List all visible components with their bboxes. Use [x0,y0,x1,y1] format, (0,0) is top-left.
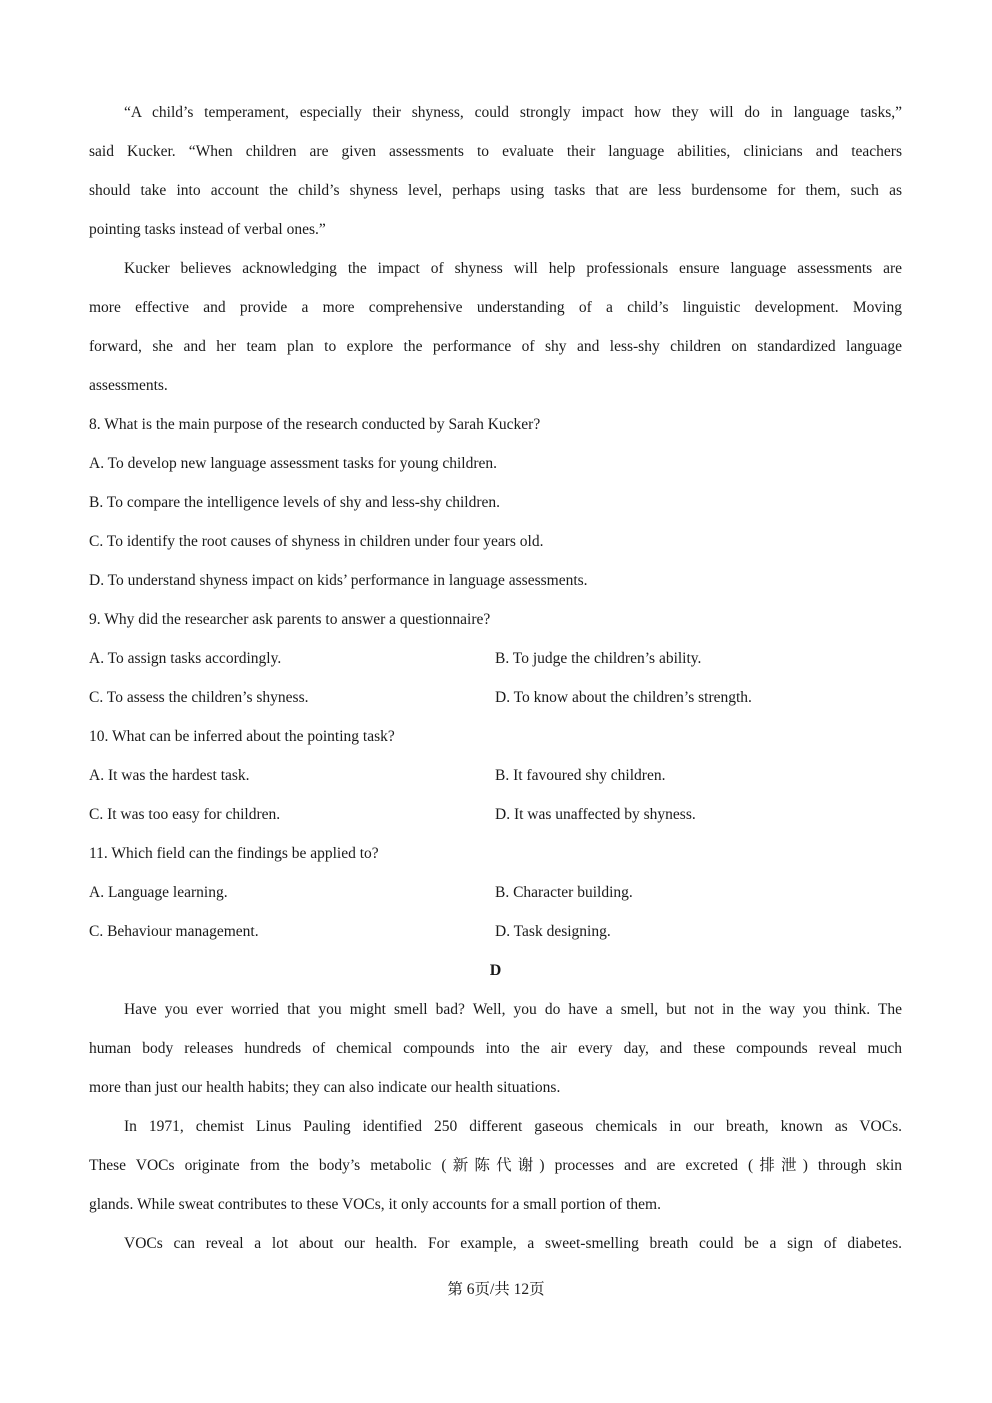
paragraph-kucker-belief [89,249,902,405]
options-row [89,756,902,795]
page-number: 第 6页/共 12页 [447,1281,545,1298]
paragraph-kucker-quote [89,93,902,249]
option-a: A. To assign tasks accordingly. [89,650,282,667]
question-stem: 9. Why did the researcher ask parents to answer a questionnaire? [89,611,491,628]
text-column [89,93,902,1263]
option-d: D. It was unaffected by shyness. [495,806,696,823]
section-heading-d: D [489,962,502,979]
paragraph-line: “A child’s temperament, especially their shyness, could strongly impact how they will do in language tasks,” [124,104,902,121]
options-row [89,678,902,717]
paragraph-line: forward, she and her team plan to explore the performance of shy and less-shy children on standardized language [89,338,902,355]
question-10 [89,717,902,834]
options-row [89,795,902,834]
question-stem: 10. What can be inferred about the pointing task? [89,728,395,745]
option-c: C. Behaviour management. [89,923,259,940]
option-b: B. To judge the children’s ability. [495,650,702,667]
option-c: C. To assess the children’s shyness. [89,689,309,706]
option-b: B. Character building. [495,884,633,901]
question-stem: 8. What is the main purpose of the research conducted by Sarah Kucker? [89,416,541,433]
option-b: B. It favoured shy children. [495,767,666,784]
paragraph-line: pointing tasks instead of verbal ones.” [89,221,326,238]
option-c: C. To identify the root causes of shyness in children under four years old. [89,533,544,550]
options-row [89,912,902,951]
paragraph-line: more than just our health habits; they can also indicate our health situations. [89,1079,561,1096]
option-d: D. To know about the children’s strength. [495,689,752,706]
paragraph-line: Kucker believes acknowledging the impact of shyness will help professionals ensure language assessments are [124,260,902,277]
options-row [89,873,902,912]
paragraph-vocs-health [89,1224,902,1263]
paragraph-line: VOCs can reveal a lot about our health. For example, a sweet-smelling breath could be a sign of diabetes. [124,1235,902,1252]
paragraph-line: human body releases hundreds of chemical compounds into the air every day, and these compounds reveal much [89,1040,902,1057]
paragraph-line: assessments. [89,377,168,394]
question-stem: 11. Which field can the findings be applied to? [89,845,379,862]
option-a: A. It was the hardest task. [89,767,250,784]
options-row [89,639,902,678]
paragraph-smell [89,990,902,1107]
question-11 [89,834,902,951]
option-d: D. To understand shyness impact on kids’ performance in language assessments. [89,572,588,589]
paragraph-line: more effective and provide a more comprehensive understanding of a child’s linguistic development. Moving [89,299,902,316]
paragraph-line: Have you ever worried that you might smell bad? Well, you do have a smell, but not in the way you think. The [124,1001,902,1018]
option-c: C. It was too easy for children. [89,806,281,823]
paragraph-line: said Kucker. “When children are given assessments to evaluate their language abilities, clinicians and teachers [89,143,902,160]
question-8 [89,405,902,600]
option-a: A. To develop new language assessment tasks for young children. [89,455,497,472]
paragraph-line: In 1971, chemist Linus Pauling identified 250 different gaseous chemicals in our breath, known as VOCs. [124,1118,902,1135]
paragraph-line: These VOCs originate from the body’s metabolic (新陈代谢) processes and are excreted (排泄) through skin [89,1157,902,1174]
paragraph-line: glands. While sweat contributes to these VOCs, it only accounts for a small portion of them. [89,1196,661,1213]
option-b: B. To compare the intelligence levels of shy and less-shy children. [89,494,500,511]
question-9 [89,600,902,717]
option-d: D. Task designing. [495,923,611,940]
paragraph-line: should take into account the child’s shyness level, perhaps using tasks that are less burdensome for them, such as [89,182,902,199]
option-a: A. Language learning. [89,884,228,901]
paragraph-vocs-history [89,1107,902,1224]
